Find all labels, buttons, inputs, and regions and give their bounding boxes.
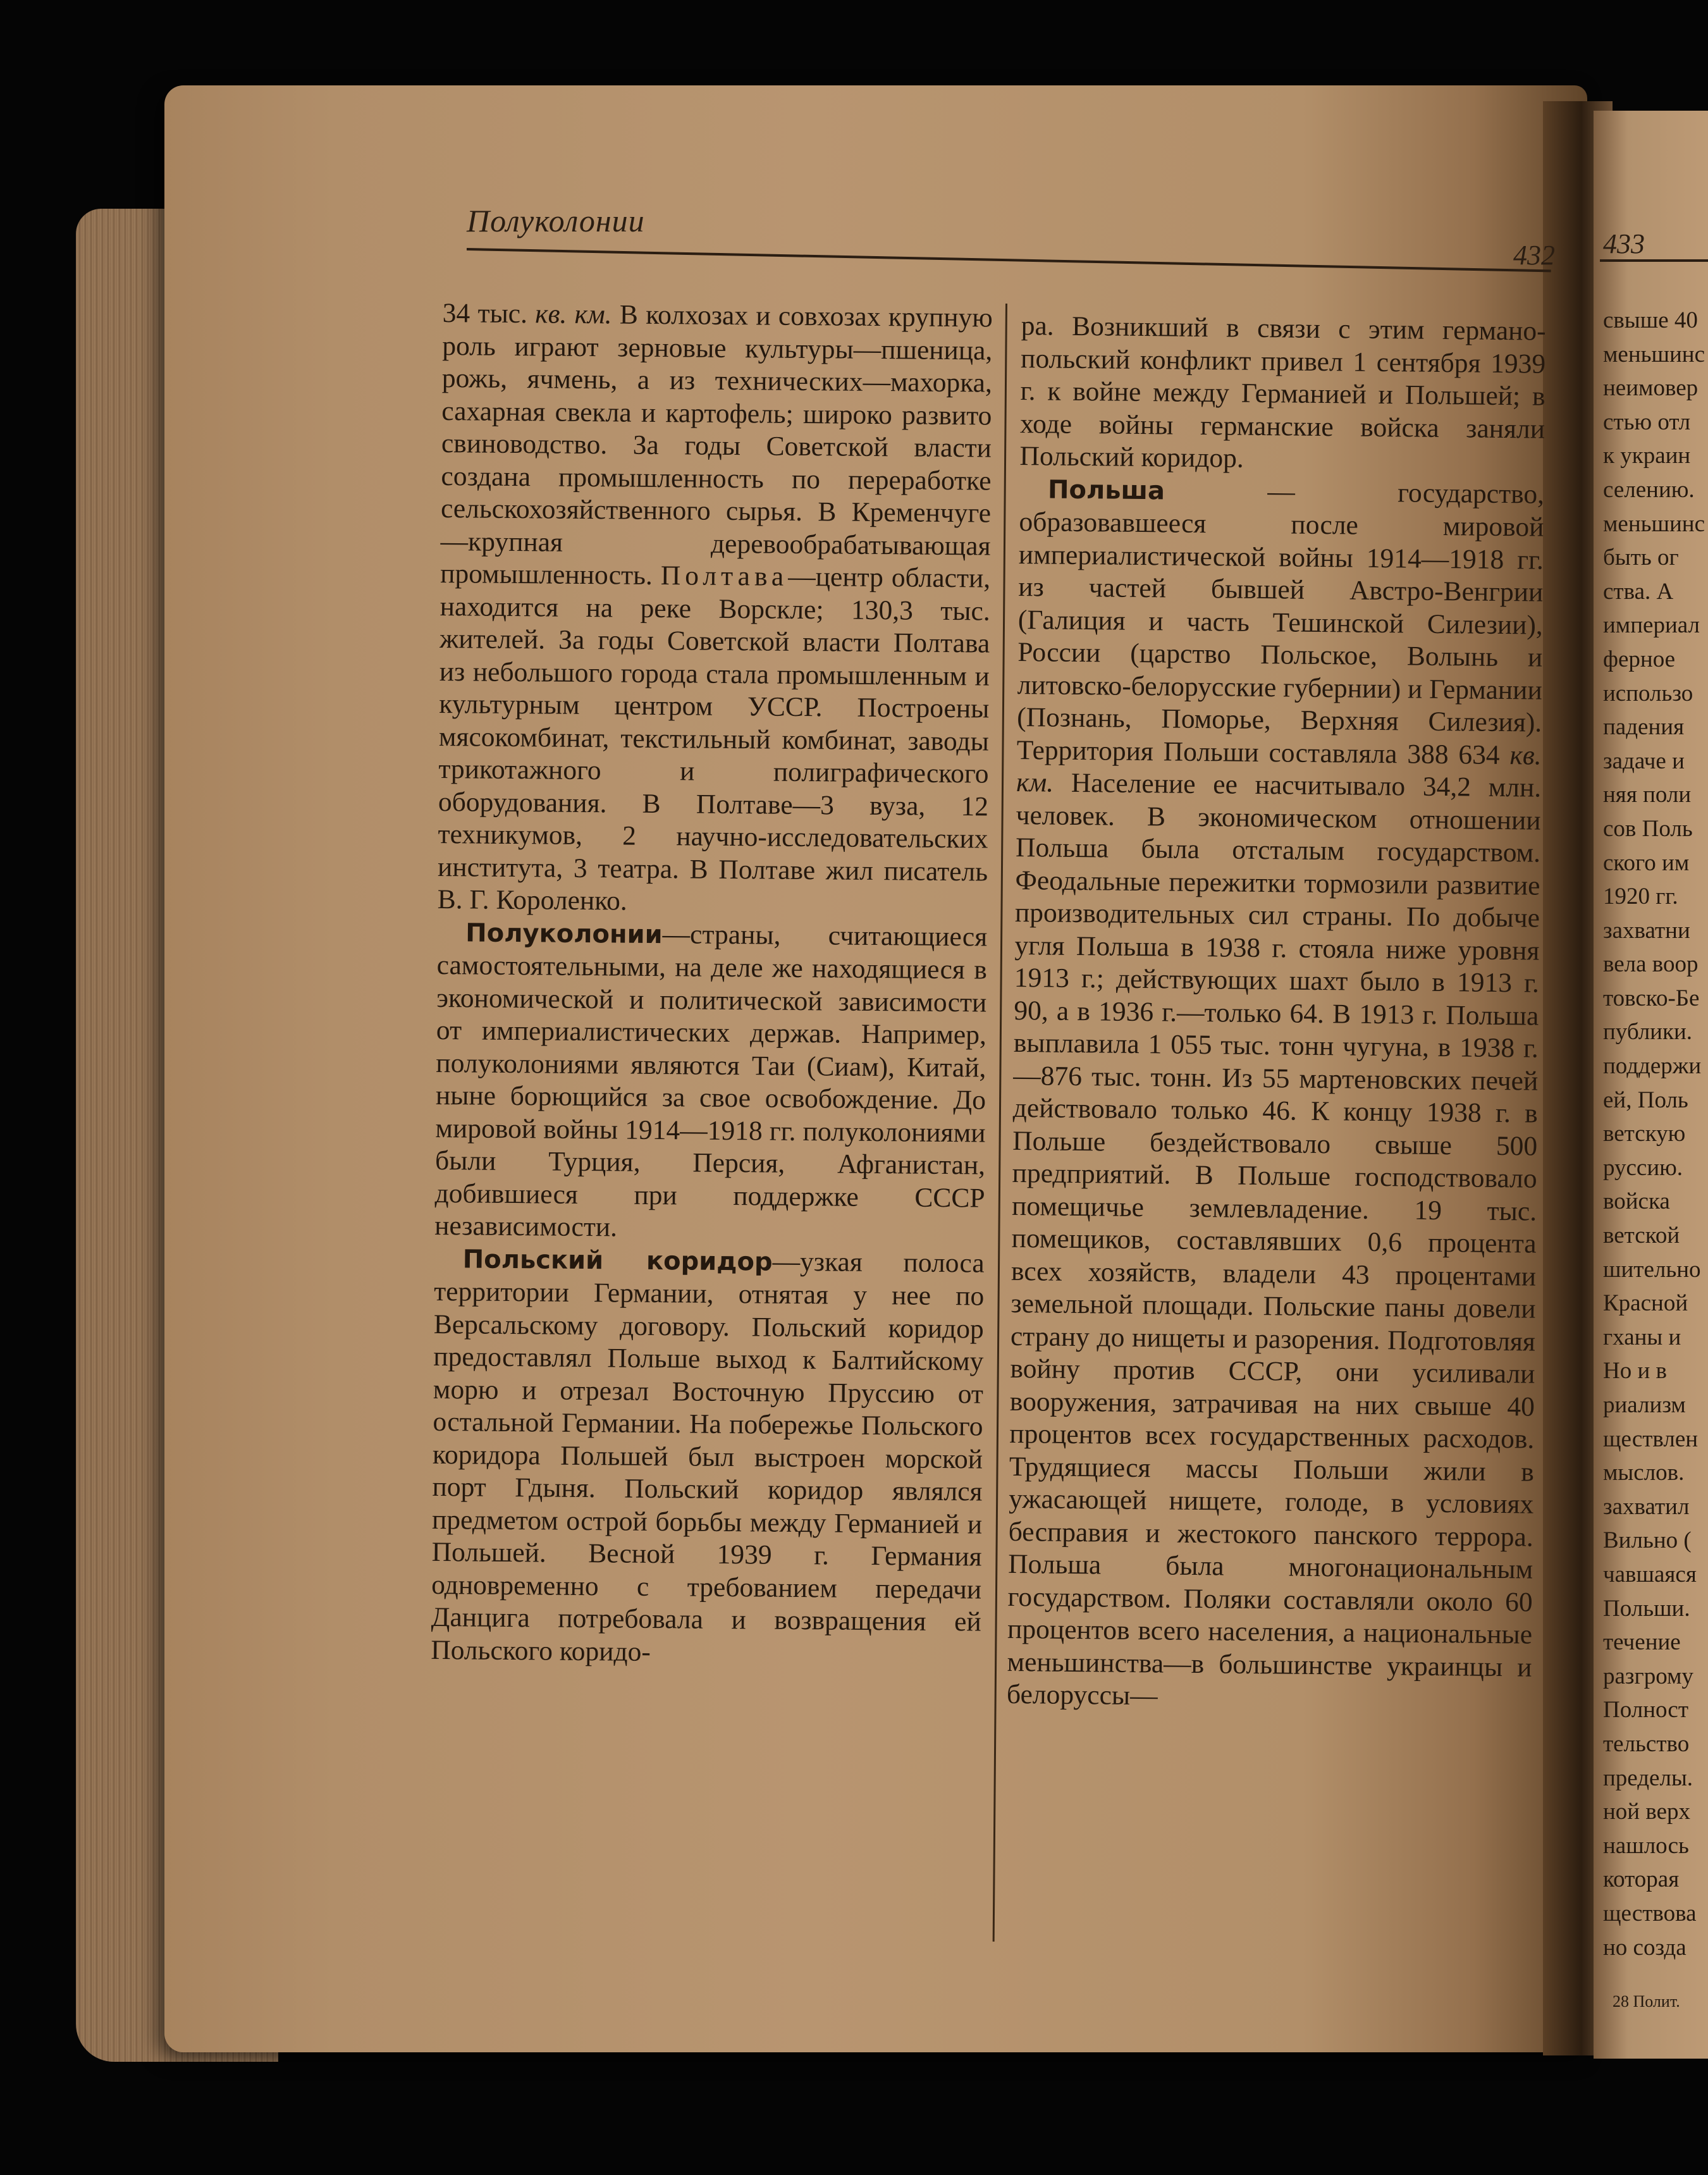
next-page-line: быть ог: [1603, 545, 1679, 571]
next-page-line: чавшаяся: [1603, 1561, 1697, 1587]
entry-text: —узкая полоса территории Германии, отнятая у нее по Версальскому договору. Польский коридор предоставлял Польше выход к Балтийскому морю и отрезал Восточную Пруссию от остальной Германии. На побережье Польского коридора Польшей был выстроен морской порт Гдыня. Польский коридор являлся предметом острой борьбы между Германией и Польшей. Весной 1939 г. Германия одновременно с требованием передачи Данцига потребовала и возвращения ей Польского коридо-: [431, 1246, 985, 1667]
next-page-line: сов Поль: [1603, 815, 1693, 842]
next-page-line: но созда: [1603, 1934, 1686, 1961]
next-page-line: шительно: [1603, 1256, 1701, 1283]
next-page-line: гханы и: [1603, 1324, 1681, 1350]
running-header-title: Полуколонии: [467, 203, 645, 238]
text-run: —центр области, находится на реке Ворскле; 130,3 тыс. жителей. За годы Советской власти Полтава из небольшого города стала промышленным и культурным центром УССР. Построены мясокомбинат, текстильный комбинат, заводы трикотажного и полиграфического оборудования. В Полтаве—3 вуза, 12 техникумов, 2 научно-исследовательских института, 3 театра. В Полтаве жил писатель В. Г. Короленко.: [437, 561, 991, 916]
next-page-line: захватни: [1603, 917, 1690, 944]
entry-text: Население ее насчитывало 34,2 млн. человек. В экономическом отношении Польша была отсталым государством. Феодальные пережитки тормозили развитие производительных сил страны. По добыче угля Польша в 1938 г. стояла ниже уровня 1913 г.; действующих шахт было в 1913 г. 90, а в 1936 г.—только 64. В 1913 г. Польша выплавила 1 055 тыс. тонн чугуна, в 1938 г.—876 тыс. тонн. Из 55 мартеновских печей действовало только 46. К концу 1938 г. в Польше бездействовало свыше 500 предприятий. В Польше господствовало помещичье землевладение. 19 тыс. помещиков, составлявших 0,6 процента всех хозяйств, владели 43 процентами земельной площади. Польские паны довели страну до нищеты и разорения. Подготовляя войну против СССР, они усиливали вооружения, затрачивая на них свыше 40 процентов всех государственных расходов. Трудящиеся массы Польши жили в ужасающей нищете, голоде, в условиях бесправия и жестокого панского террора. Польша была многонациональным государством. Поляки составляли около 60 процентов всего населения, а национальные меньшинства—в большинстве украинцы и белоруссы—: [1006, 767, 1542, 1711]
next-page-line: Полност: [1603, 1697, 1689, 1723]
next-page-line: войска: [1603, 1188, 1670, 1215]
next-page-line: меньшинс: [1603, 341, 1705, 367]
next-page-line: ществлен: [1603, 1426, 1699, 1452]
next-page-header-rule: [1600, 259, 1708, 262]
next-page-line: падения: [1603, 714, 1685, 741]
next-page-line: няя поли: [1603, 782, 1692, 808]
next-page-line: захватил: [1603, 1493, 1690, 1520]
next-page-line: руссию.: [1603, 1154, 1683, 1181]
next-page-line: задаче и: [1603, 748, 1685, 774]
next-page-line: Польши.: [1603, 1595, 1690, 1622]
next-page-line: течение: [1603, 1629, 1681, 1656]
unit-italic: кв. км.: [535, 299, 612, 330]
next-page-line: свыше 40: [1603, 307, 1698, 333]
next-page-line: ского им: [1603, 849, 1690, 876]
next-page-line: Вильно (: [1603, 1527, 1692, 1554]
paragraph-poltava-region: [437, 297, 993, 921]
next-page-number: 433: [1603, 228, 1645, 259]
next-page-line: ной верх: [1603, 1799, 1691, 1825]
next-page-line: товско-Бе: [1603, 985, 1700, 1011]
spaced-city-name: Полтава: [660, 560, 789, 592]
next-page-footer: 28 Полит.: [1613, 1992, 1680, 2011]
next-page-line: империал: [1603, 612, 1700, 639]
paragraph-continuation: ра. Возникший в связи с этим германо-польский конфликт привел 1 сентября 1939 г. к войне между Германией и Польшей; в ходе войны германские войска заняли Польский коридор.: [1019, 310, 1546, 474]
entry-polukolonii: [434, 916, 987, 1247]
next-page-line: вела воор: [1603, 951, 1699, 978]
next-page-line: нашлось: [1603, 1832, 1689, 1859]
next-page-line: поддержи: [1603, 1053, 1702, 1080]
text-run: 34 тыс.: [442, 297, 536, 330]
next-page-line: ства. А: [1603, 578, 1674, 605]
entry-text: — государство, образовавшееся после мировой империалистической войны 1914—1918 гг. из частей бывшей Австро-Венгрии (Галиция и часть Тешинской Силезии), России (царство Польское, Волынь и литовско-белорусские губернии) и Германии (Познань, Поморье, Верхняя Силезия). Территория Польши составляла 388 634: [1016, 474, 1545, 770]
entry-text: —страны, считающиеся самостоятельными, на деле же находящиеся в экономической и политической зависимости от империалистических держав. Например, полуколониями являются Таи (Сиам), Китай, ныне борющийся за свое освобождение. До мировой войны 1914—1918 гг. полуколониями были Турция, Персия, Афганистан, добившиеся при поддержке СССР независимости.: [434, 918, 988, 1243]
next-page-line: пределы.: [1603, 1765, 1693, 1791]
text-column-left: [431, 297, 993, 1672]
next-page-line: мыслов.: [1603, 1460, 1685, 1486]
next-page-line: стью отл: [1603, 409, 1691, 435]
entry-term: Полуколонии: [465, 918, 663, 949]
next-page-line: ветской: [1603, 1223, 1680, 1249]
entry-polsha: [1007, 472, 1544, 1716]
next-page-text-fragment: [1603, 304, 1708, 1964]
entry-polskiy-koridor: [431, 1242, 985, 1671]
entry-term: Польский коридор: [462, 1244, 773, 1277]
next-page-line: 1920 гг.: [1603, 884, 1678, 910]
next-page-line: Но и в: [1603, 1358, 1667, 1384]
next-page-line: ферное: [1603, 646, 1676, 672]
text-column-right: [1007, 310, 1546, 1716]
next-page-line: публики.: [1603, 1019, 1693, 1045]
page-number: 432: [1513, 240, 1555, 271]
next-page-line: разгрому: [1603, 1663, 1693, 1689]
next-page-line: которая: [1603, 1866, 1680, 1893]
next-page-line: тельство: [1603, 1730, 1690, 1757]
next-page-line: использо: [1603, 680, 1693, 706]
next-page-line: ей, Поль: [1603, 1087, 1688, 1113]
next-page-line: риализм: [1603, 1392, 1686, 1418]
next-page-line: к украин: [1603, 443, 1691, 469]
next-page-line: ветскую: [1603, 1121, 1686, 1147]
next-page-line: селению.: [1603, 476, 1695, 503]
next-page-line: Красной: [1603, 1290, 1688, 1317]
next-page-line: ществова: [1603, 1900, 1697, 1926]
unit-italic: кв. км.: [1016, 739, 1542, 798]
next-page-line: меньшинс: [1603, 510, 1705, 537]
next-page-line: неимовер: [1603, 375, 1699, 402]
text-run: В колхозах и совхозах крупную роль играют зерновые культуры—пшеница, рожь, ячмень, а из технических—махорка, сахарная свекла и картофель; широко развито свиноводство. За годы Советской власти создана промышленность по переработке сельскохозяйственного сырья. В Кременчуге—крупная деревообрабатывающая промышленность.: [439, 299, 993, 591]
entry-term: Польша: [1047, 474, 1165, 505]
